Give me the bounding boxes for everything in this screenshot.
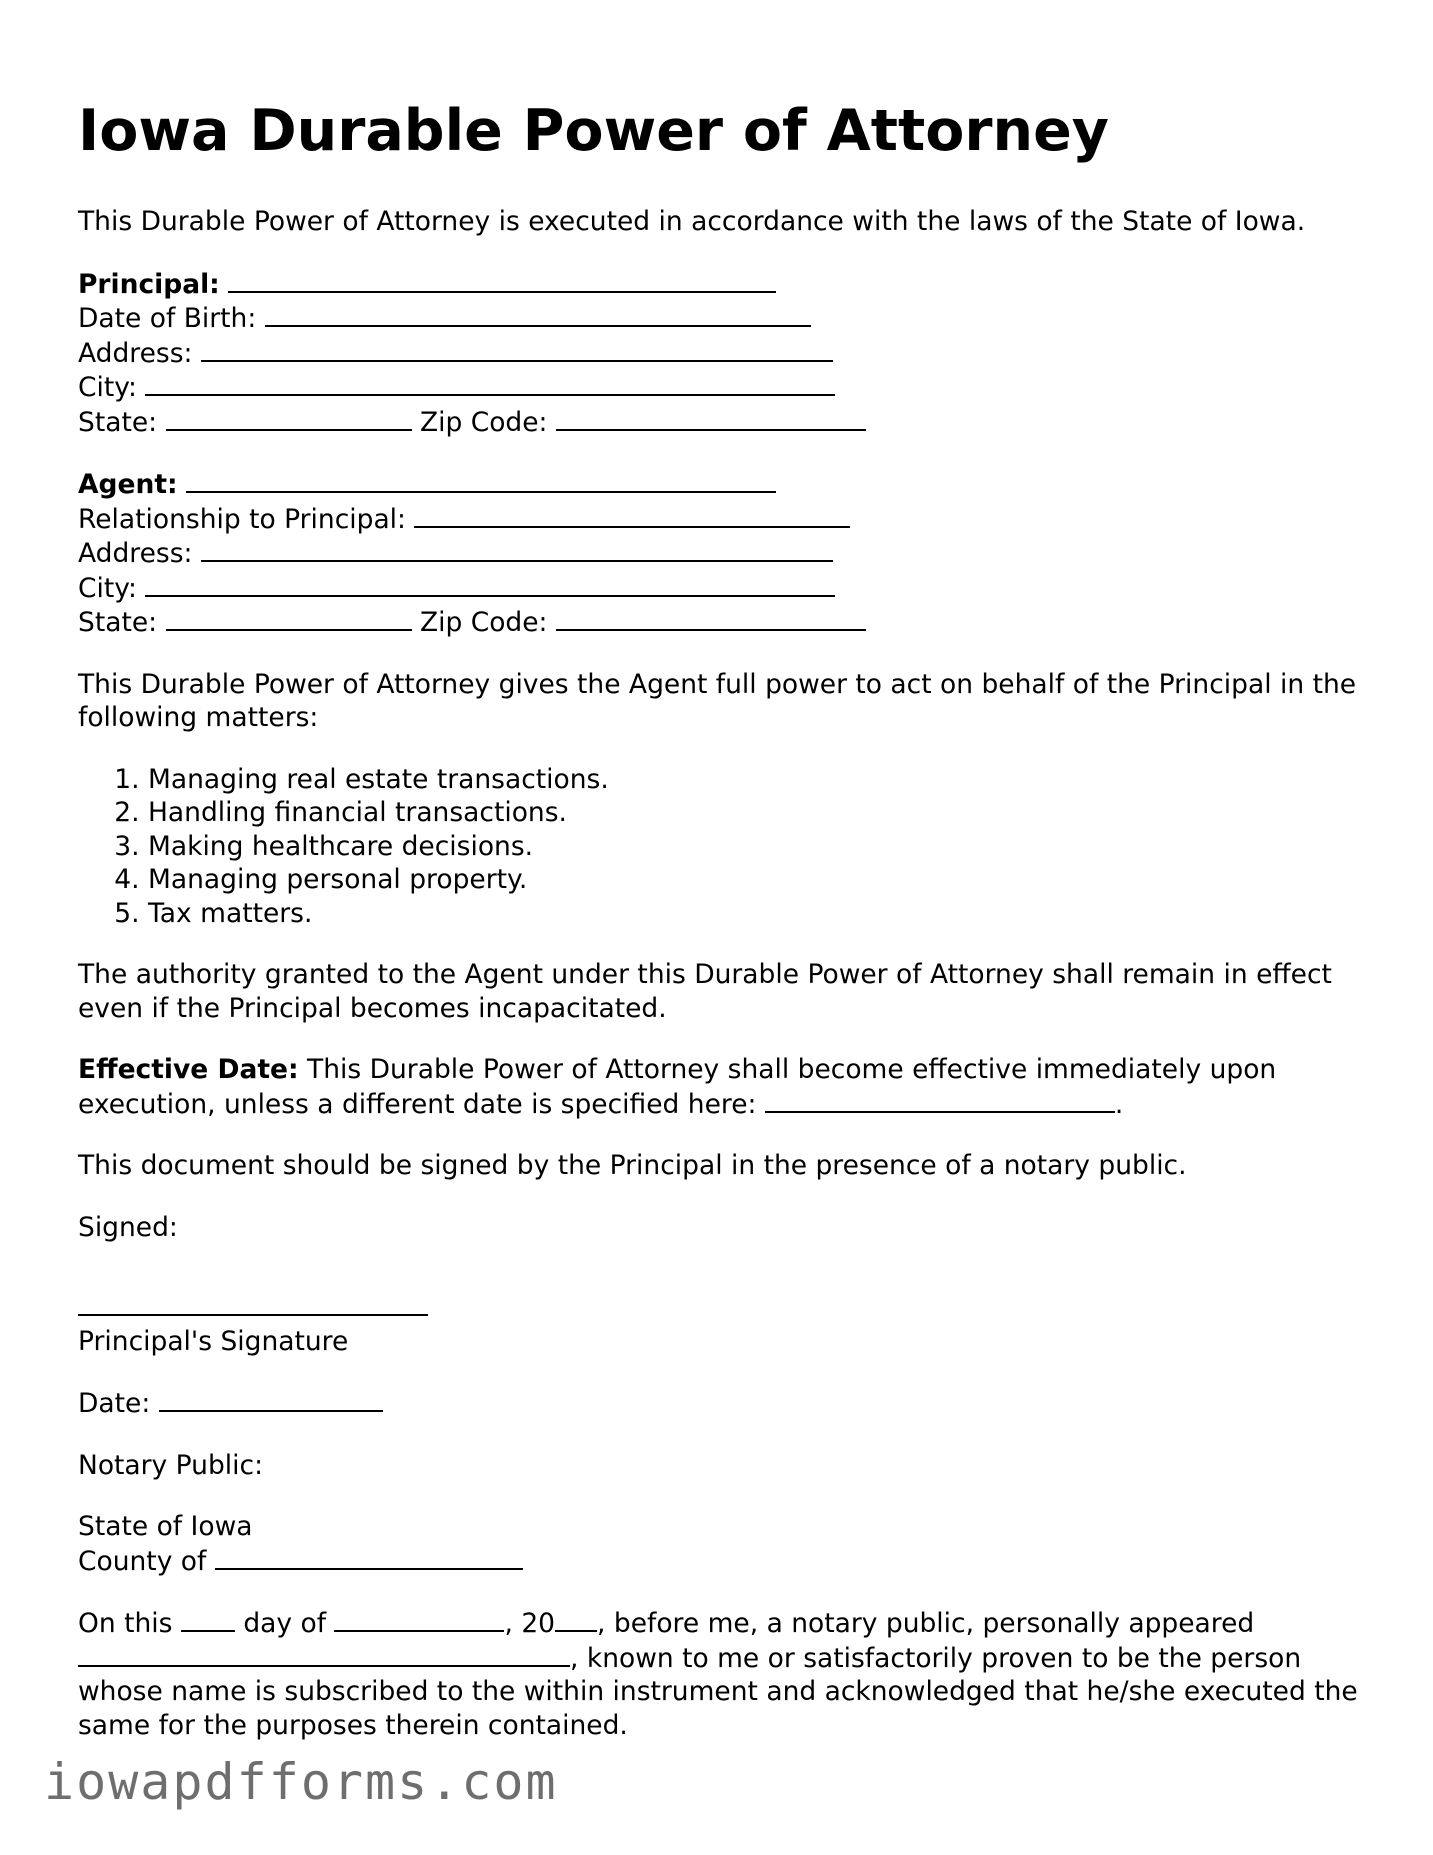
principal-signature-field[interactable] bbox=[78, 1290, 428, 1316]
ack-known-text: , known to me or satisfactorily proven to be the person whose name is subscribed to the within instrument and acknowledged that he/she executed the same for the purposes therein contained. bbox=[78, 1642, 1358, 1741]
principal-address-label: Address: bbox=[78, 337, 193, 369]
agent-city-row bbox=[78, 571, 1368, 606]
list-item: 4. Managing personal property. bbox=[148, 863, 1368, 897]
effective-date-text: This Durable Power of Attorney shall become effective immediately upon execution, unless a different date is specified here: bbox=[78, 1054, 1277, 1120]
county-field[interactable] bbox=[215, 1544, 523, 1570]
principal-signature-label: Principal's Signature bbox=[78, 1325, 349, 1357]
effective-date-paragraph: Effective Date: This Durable Power of Attorney shall become effective immediately upon execution, unless a different date is specified here: . bbox=[78, 1054, 1277, 1120]
ack-year-prefix: , 20 bbox=[504, 1608, 556, 1639]
signed-label: Signed: bbox=[78, 1211, 178, 1243]
list-item: 1. Managing real estate transactions. bbox=[148, 763, 1368, 797]
agent-address-label: Address: bbox=[78, 538, 193, 569]
agent-address-row bbox=[78, 536, 1368, 571]
powers-list bbox=[78, 763, 1368, 931]
list-item: 5. Tax matters. bbox=[148, 897, 1368, 931]
agent-zip-label: Zip Code: bbox=[419, 607, 548, 638]
agent-relationship-field[interactable] bbox=[414, 502, 850, 528]
effective-date-field[interactable] bbox=[765, 1087, 1115, 1113]
principal-city-row bbox=[78, 370, 1368, 405]
principal-zip-field[interactable] bbox=[556, 405, 866, 431]
ack-year-field[interactable] bbox=[555, 1606, 597, 1632]
durability-paragraph: The authority granted to the Agent under this Durable Power of Attorney shall remain in effect even if the Principal becomes incapacitated. bbox=[78, 959, 1332, 1024]
county-label: County of bbox=[78, 1545, 207, 1577]
agent-label: Agent: bbox=[78, 469, 178, 500]
watermark-text: iowapdfforms.com bbox=[44, 1753, 558, 1811]
principal-section bbox=[78, 267, 1368, 440]
principal-name-field[interactable] bbox=[228, 267, 776, 293]
agent-relationship-row bbox=[78, 502, 1368, 537]
agent-address-field[interactable] bbox=[201, 536, 833, 562]
principal-dob-row bbox=[78, 301, 1368, 336]
agent-section bbox=[78, 467, 1368, 640]
state-of-label: State of Iowa bbox=[78, 1511, 253, 1542]
principal-state-label: State: bbox=[78, 406, 158, 438]
principal-address-field[interactable] bbox=[201, 336, 833, 362]
ack-on-this: On this bbox=[78, 1608, 173, 1639]
agent-state-label: State: bbox=[78, 607, 158, 638]
agent-relationship-label: Relationship to Principal: bbox=[78, 503, 406, 535]
ack-day-field[interactable] bbox=[181, 1606, 235, 1632]
document-title: Iowa Durable Power of Attorney bbox=[78, 98, 1109, 164]
agent-name-field[interactable] bbox=[186, 467, 776, 493]
ack-before-me: , before me, a notary public, personally appeared bbox=[597, 1608, 1255, 1639]
agent-state-field[interactable] bbox=[166, 605, 412, 631]
signature-line-row bbox=[78, 1290, 1368, 1325]
effective-date-label: Effective Date: bbox=[78, 1054, 299, 1085]
acknowledgment-paragraph bbox=[78, 1606, 1368, 1742]
date-row bbox=[78, 1386, 1368, 1421]
ack-month-field[interactable] bbox=[334, 1606, 504, 1632]
intro-paragraph: This Durable Power of Attorney is executed in accordance with the laws of the State of Iowa. bbox=[78, 206, 1306, 237]
notary-note: This document should be signed by the Principal in the presence of a notary public. bbox=[78, 1150, 1187, 1181]
ack-person-field[interactable] bbox=[78, 1641, 570, 1667]
principal-label: Principal: bbox=[78, 268, 220, 300]
principal-zip-label: Zip Code: bbox=[419, 406, 548, 438]
agent-city-label: City: bbox=[78, 572, 137, 604]
agent-name-row bbox=[78, 467, 1368, 502]
venue-section bbox=[78, 1510, 1368, 1578]
signature-section bbox=[78, 1211, 1368, 1359]
principal-city-label: City: bbox=[78, 372, 137, 403]
ack-day-of: day of bbox=[243, 1608, 327, 1639]
date-label: Date: bbox=[78, 1388, 151, 1419]
document-page bbox=[78, 94, 1368, 1770]
agent-zip-field[interactable] bbox=[556, 605, 866, 631]
agent-state-row bbox=[78, 605, 1368, 640]
principal-name-row bbox=[78, 267, 1368, 302]
principal-state-field[interactable] bbox=[166, 405, 412, 431]
principal-city-field[interactable] bbox=[145, 370, 835, 396]
list-item: 2. Handling financial transactions. bbox=[148, 796, 1368, 830]
date-field[interactable] bbox=[159, 1386, 383, 1412]
principal-address-row bbox=[78, 336, 1368, 371]
list-item: 3. Making healthcare decisions. bbox=[148, 830, 1368, 864]
agent-city-field[interactable] bbox=[145, 571, 835, 597]
powers-intro: This Durable Power of Attorney gives the Agent full power to act on behalf of the Principal in the following matters: bbox=[78, 668, 1357, 733]
principal-dob-field[interactable] bbox=[265, 301, 811, 327]
principal-dob-label: Date of Birth: bbox=[78, 303, 257, 334]
notary-public-label: Notary Public: bbox=[78, 1449, 264, 1481]
county-row bbox=[78, 1544, 1368, 1579]
principal-state-row bbox=[78, 405, 1368, 440]
